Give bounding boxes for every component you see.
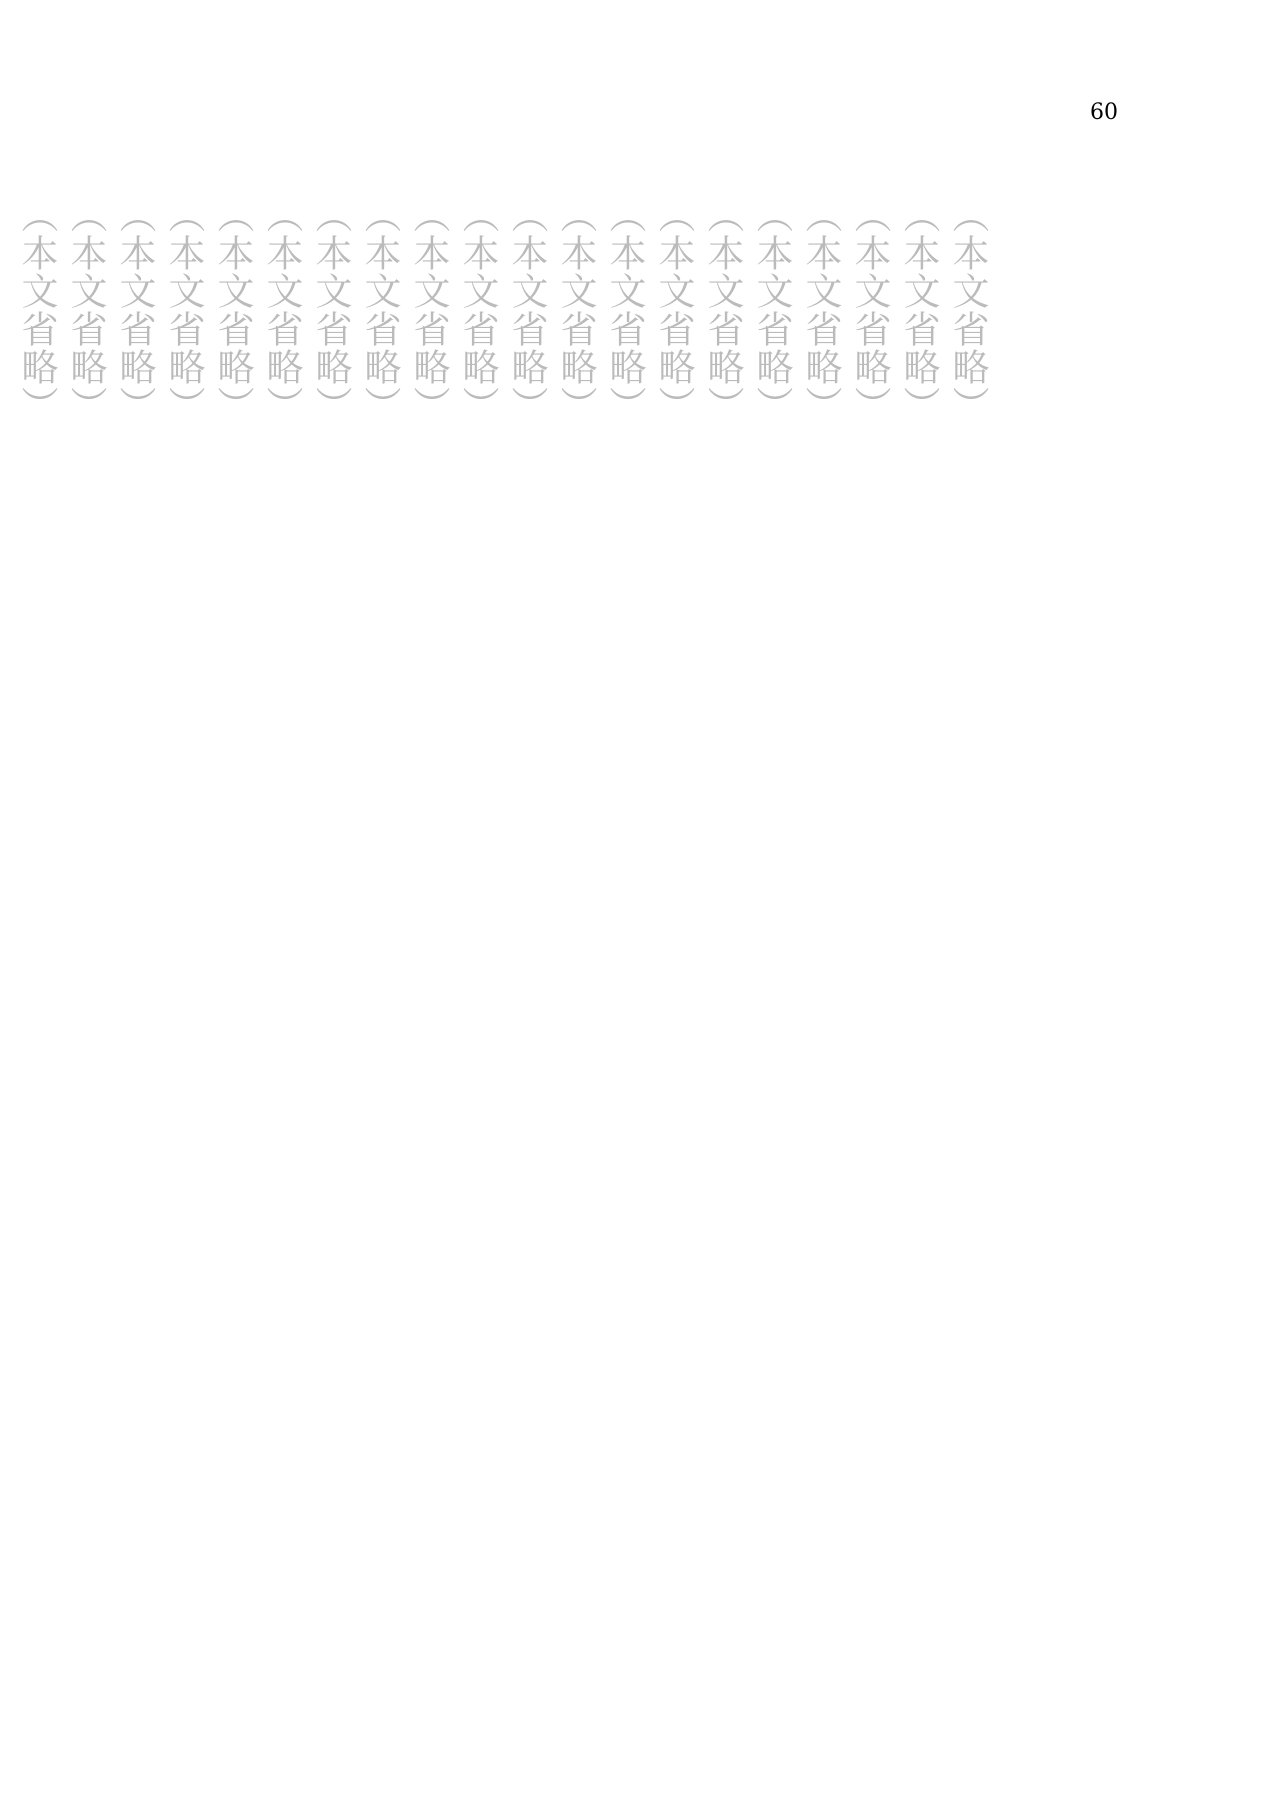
text-column: （本文省略） <box>554 196 597 424</box>
text-column: （本文省略） <box>897 196 940 424</box>
text-column: （本文省略） <box>848 196 891 424</box>
text-column: （本文省略） <box>15 196 58 424</box>
text-column: （本文省略） <box>211 196 254 424</box>
text-column: （本文省略） <box>652 196 695 424</box>
text-column: （本文省略） <box>750 196 793 424</box>
text-column: （本文省略） <box>505 196 548 424</box>
text-column: （本文省略） <box>309 196 352 424</box>
text-column: （本文省略） <box>162 196 205 424</box>
text-column: （本文省略） <box>456 196 499 424</box>
text-column: （本文省略） <box>701 196 744 424</box>
text-column: （本文省略） <box>113 196 156 424</box>
vertical-text-body <box>12 196 992 1406</box>
text-column: （本文省略） <box>946 196 989 424</box>
text-column: （本文省略） <box>603 196 646 424</box>
text-column: （本文省略） <box>260 196 303 424</box>
text-column: （本文省略） <box>64 196 107 424</box>
text-column: （本文省略） <box>407 196 450 424</box>
text-column: （本文省略） <box>358 196 401 424</box>
text-column: （本文省略） <box>799 196 842 424</box>
page-number: 60 <box>1090 100 1118 125</box>
